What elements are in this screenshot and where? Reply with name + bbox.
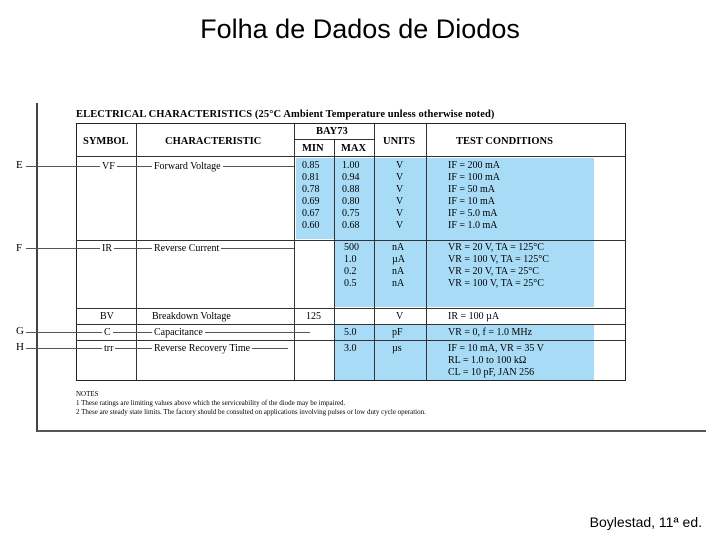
- row-divider: [76, 324, 626, 325]
- breakdown-conditions: IR = 100 µA: [448, 311, 500, 322]
- table-cell: 0.80: [342, 196, 360, 207]
- table-cell: V: [396, 184, 404, 195]
- table-cell: 0.88: [342, 184, 360, 195]
- characteristic-forward-voltage: Forward Voltage: [154, 161, 221, 172]
- col-divider: [334, 139, 335, 381]
- side-label-e: E: [16, 159, 23, 171]
- row-divider: [76, 240, 626, 241]
- table-cell: 0.68: [342, 220, 360, 231]
- table-cell: IF = 10 mA: [448, 196, 496, 207]
- characteristic-capacitance: Capacitance: [154, 327, 203, 338]
- characteristic-reverse-recovery: Reverse Recovery Time: [154, 343, 251, 354]
- table-cell: IF = 1.0 mA: [448, 220, 498, 231]
- forward-min-values: [302, 160, 320, 232]
- table-cell: IF = 100 mA: [448, 172, 501, 183]
- table-cell: V: [396, 196, 404, 207]
- table-cell: 0.5: [344, 278, 357, 289]
- recovery-units: µs: [392, 343, 402, 354]
- table-cell: VR = 100 V, TA = 125°C: [448, 254, 549, 265]
- row-divider: [76, 308, 626, 309]
- table-cell: VR = 100 V, TA = 25°C: [448, 278, 544, 289]
- table-cell: CL = 10 pF, JAN 256: [448, 367, 535, 378]
- col-divider: [136, 123, 137, 381]
- table-cell: V: [396, 208, 404, 219]
- table-cell: 0.85: [302, 160, 320, 171]
- header-max: MAX: [341, 143, 367, 154]
- table-cell: 0.69: [302, 196, 320, 207]
- table-cell: VR = 20 V, TA = 125°C: [448, 242, 544, 253]
- characteristic-reverse-current: Reverse Current: [154, 243, 220, 254]
- sheet-title: ELECTRICAL CHARACTERISTICS (25°C Ambient Temperature unless otherwise noted): [76, 109, 495, 120]
- table-cell: V: [396, 160, 404, 171]
- table-cell: nA: [392, 266, 405, 277]
- table-cell: 0.2: [344, 266, 357, 277]
- notes-heading: NOTES: [76, 390, 99, 398]
- table-cell: 0.94: [342, 172, 360, 183]
- breakdown-min-value: 125: [306, 311, 321, 322]
- row-divider: [76, 156, 626, 157]
- table-cell: 0.78: [302, 184, 320, 195]
- capacitance-max-value: 5.0: [344, 327, 357, 338]
- side-label-f: F: [16, 242, 23, 254]
- table-cell: IF = 50 mA: [448, 184, 496, 195]
- table-cell: nA: [392, 278, 405, 289]
- table-cell: µA: [392, 254, 405, 265]
- reverse-max-values: [344, 242, 359, 290]
- side-label-h: H: [16, 341, 24, 353]
- datasheet-notes: [76, 390, 426, 417]
- table-cell: 0.75: [342, 208, 360, 219]
- forward-units: [396, 160, 403, 232]
- characteristic-breakdown-voltage: Breakdown Voltage: [152, 311, 231, 322]
- table-cell: V: [396, 220, 404, 231]
- footer-citation: Boylestad, 11ª ed.: [589, 514, 702, 530]
- table-cell: 1.0: [344, 254, 357, 265]
- table-cell: 0.60: [302, 220, 320, 231]
- breakdown-units: V: [396, 311, 404, 322]
- header-units: UNITS: [383, 136, 416, 147]
- col-divider: [374, 123, 375, 381]
- header-min: MIN: [302, 143, 324, 154]
- table-cell: IF = 10 mA, VR = 35 V: [448, 343, 544, 354]
- col-divider: [294, 123, 295, 381]
- table-cell: 500: [344, 242, 359, 253]
- header-test-conditions: TEST CONDITIONS: [456, 136, 553, 147]
- table-cell: nA: [392, 242, 405, 253]
- table-cell: 1.00: [342, 160, 360, 171]
- table-cell: 0.81: [302, 172, 320, 183]
- note-line: 1 These ratings are limiting values above which the serviceability of the diode may be impaired.: [76, 399, 346, 407]
- slide-title: Folha de Dados de Diodos: [200, 14, 520, 44]
- recovery-conditions: [448, 343, 544, 379]
- symbol-capacitance: C: [104, 327, 111, 338]
- symbol-reverse-current: IR: [102, 243, 112, 254]
- symbol-forward-voltage: VF: [102, 161, 115, 172]
- table-cell: VR = 20 V, TA = 25°C: [448, 266, 539, 277]
- table-cell: RL = 1.0 to 100 kΩ: [448, 355, 527, 366]
- reverse-units: [392, 242, 405, 290]
- col-divider: [426, 123, 427, 381]
- symbol-reverse-recovery: trr: [104, 343, 114, 354]
- row-divider: [294, 139, 374, 140]
- table-cell: IF = 200 mA: [448, 160, 501, 171]
- header-symbol: SYMBOL: [83, 136, 129, 147]
- symbol-breakdown-voltage: BV: [100, 311, 114, 322]
- row-divider: [76, 340, 626, 341]
- header-part-number: BAY73: [316, 126, 348, 137]
- table-cell: IF = 5.0 mA: [448, 208, 498, 219]
- table-cell: 0.67: [302, 208, 320, 219]
- forward-conditions: [448, 160, 500, 232]
- header-characteristic: CHARACTERISTIC: [165, 136, 262, 147]
- side-label-g: G: [16, 325, 24, 337]
- recovery-max-value: 3.0: [344, 343, 357, 354]
- note-line: 2 These are steady state limits. The factory should be consulted on applications involving pulses or low duty cycle operation.: [76, 408, 426, 416]
- datasheet: [16, 103, 706, 432]
- reverse-conditions: [448, 242, 549, 290]
- forward-max-values: [342, 160, 360, 232]
- capacitance-conditions: VR = 0, f = 1.0 MHz: [448, 327, 533, 338]
- capacitance-units: pF: [392, 327, 403, 338]
- table-cell: V: [396, 172, 404, 183]
